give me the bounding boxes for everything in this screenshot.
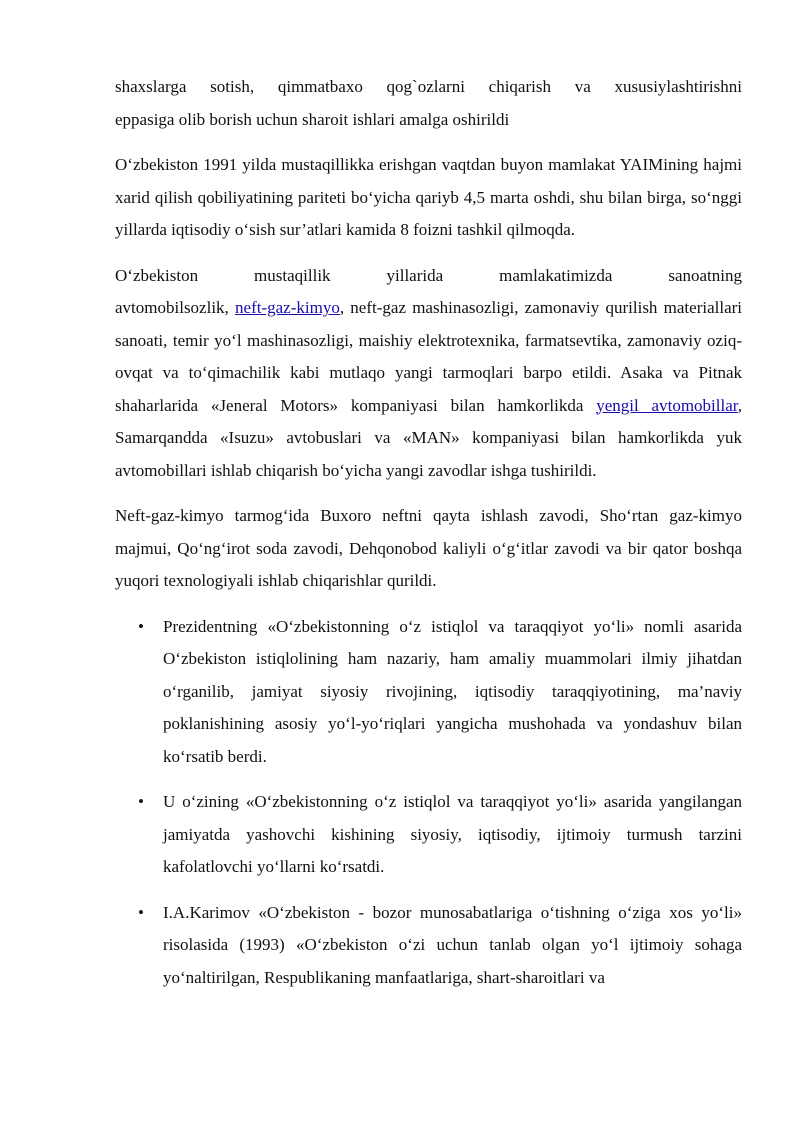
bullet-marker: •: [138, 616, 144, 636]
link-yengil-avtomobillar[interactable]: yengil avtomobillar: [596, 395, 738, 415]
list-item-text: I.A.Karimov «O‘zbekiston - bozor munosabatlariga o‘tishning o‘ziga xos yo‘li» risolasida (1993) «O‘zbekiston o‘zi uchun tanlab olgan yo‘l ijtimoiy sohaga yo‘naltirilgan, Respublikaning manfaatlariga, shart-sharoitlari va: [163, 902, 742, 987]
list-item-text: Prezidentning «O‘zbekistonning o‘z istiqlol va taraqqiyot yo‘li» nomli asarida O‘zbekiston istiqlolining ham nazariy, ham amaliy muammolari ilmiy jihatdan o‘rganilib, jamiyat siyosiy rivojining, iqtisodiy taraqqiyotining, ma’naviy poklanishining asosiy yo‘l-yo‘riqlari yangicha mushohada va yondashuv bilan ko‘rsatib berdi.: [163, 616, 742, 766]
paragraph-text: , Samarqandda «Isuzu» avtobuslari va «MAN» kompaniyasi bilan hamkorlikda yuk avtomobillari ishlab chiqarish bo‘yicha yangi zavodlar ishga tushirildi.: [115, 395, 742, 480]
list-item: [115, 786, 742, 884]
paragraph-petrochemical: Neft-gaz-kimyo tarmog‘ida Buxoro neftni qayta ishlash zavodi, Sho‘rtan gaz-kimyo majmui, Qo‘ng‘irot soda zavodi, Dehqonobod kaliyli o‘g‘itlar zavodi va bir qator boshqa yuqori texnologiyali ishlab chiqarishlar qurildi.: [115, 506, 742, 590]
bullet-marker: •: [138, 792, 144, 811]
bullet-marker: •: [138, 902, 144, 922]
paragraph-text: , neft-gaz mashinasozligi, zamonaviy qurilish materiallari sanoati, temir yo‘l mashinasozligi, maishiy elektrotexnika, farmatsevtika, zamonaviy oziq-ovqat va to‘qimachilik kabi mutlaqo yangi tarmoqlari barpo etildi. Asaka va Pitnak shaharlarida «Jeneral Motors» kompaniyasi bilan hamkorlikda: [115, 298, 742, 415]
link-neft-gaz-kimyo[interactable]: neft-gaz-kimyo: [235, 298, 340, 317]
list-item: [115, 611, 742, 774]
bullet-list: [115, 611, 742, 995]
list-item-text: U o‘zining «O‘zbekistonning o‘z istiqlol va taraqqiyot yo‘li» asarida yangilangan jamiyatda yashovchi kishining siyosiy, iqtisodiy, ijtimoiy turmush tarzini kafolatlovchi yo‘llarni ko‘rsatdi.: [163, 792, 742, 876]
paragraph-line: O‘zbekiston mustaqillik yillarida mamlakatimizda sanoatning: [115, 265, 742, 285]
paragraph-gdp-growth: O‘zbekiston 1991 yilda mustaqillikka erishgan vaqtdan buyon mamlakat YAIMining hajmi xarid qilish qobiliyatining pariteti bo‘yicha qariyb 4,5 marta oshdi, shu bilan birga, so‘nggi yillarda iqtisodiy o‘sish sur’atlari kamida 8 foizni tashkil qilmoqda.: [115, 155, 742, 239]
paragraph-privatization: [115, 71, 742, 136]
document-page: [115, 71, 742, 1007]
paragraph-line: shaxslarga sotish, qimmatbaxo qog`ozlarni chiqarish va xususiylashtirishni: [115, 77, 742, 96]
paragraph-industry: [115, 260, 742, 488]
list-item: [115, 897, 742, 995]
paragraph-text: avtomobilsozlik,: [115, 298, 236, 317]
paragraph-line: eppasiga olib borish uchun sharoit ishlari amalga oshirildi: [115, 109, 510, 129]
